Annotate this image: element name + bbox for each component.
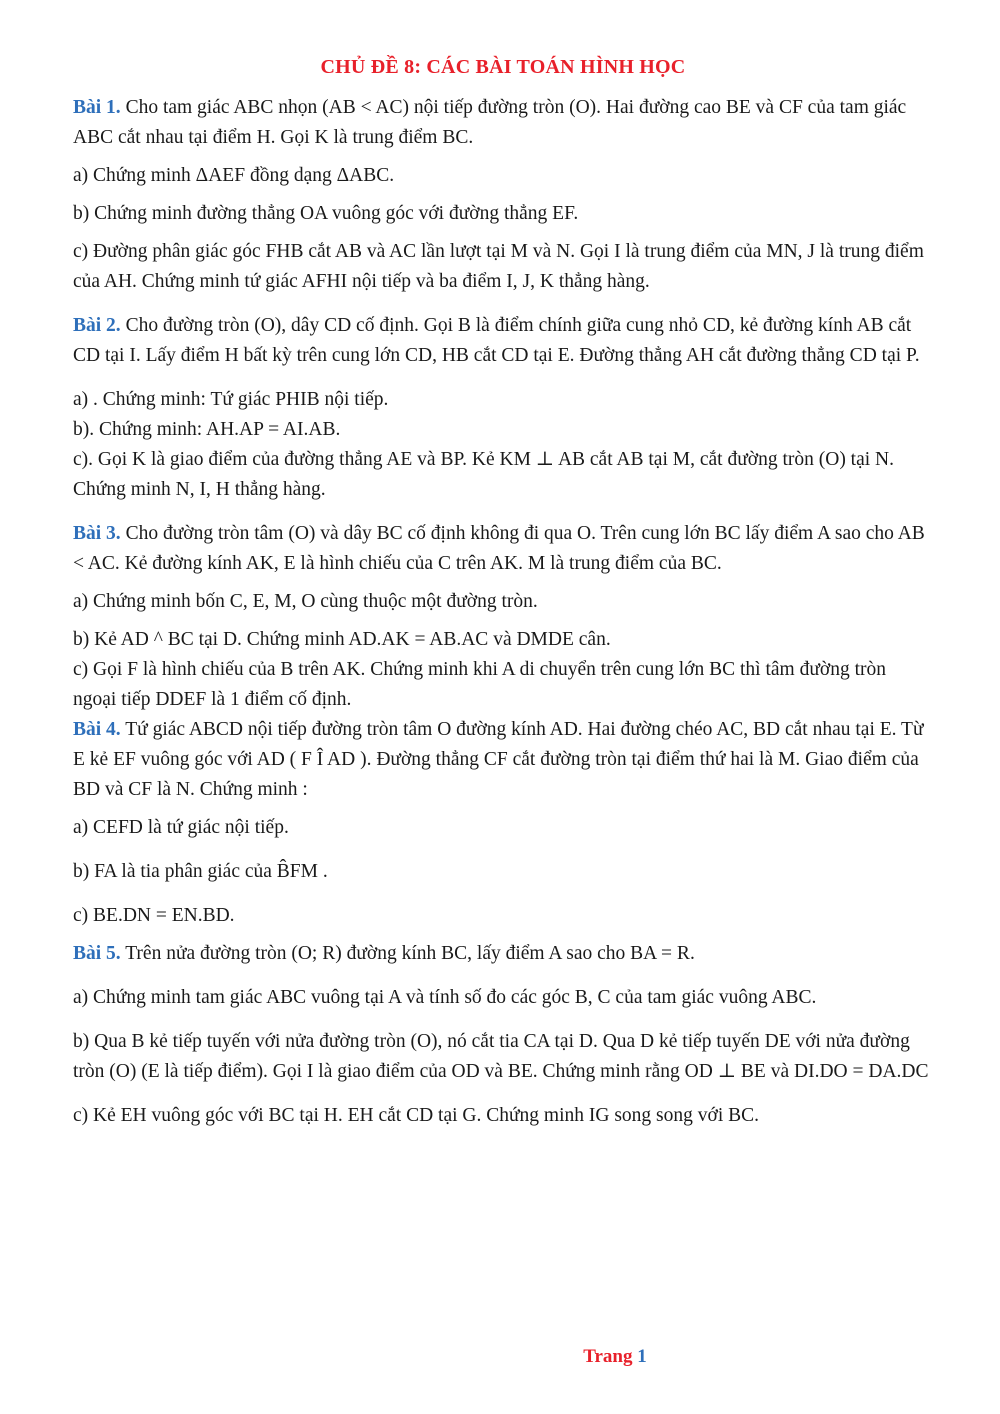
- document-title: CHỦ ĐỀ 8: CÁC BÀI TOÁN HÌNH HỌC: [320, 56, 686, 78]
- problem-1-part-b: b) Chứng minh đường thẳng OA vuông góc với đường thẳng EF.: [73, 203, 579, 224]
- problem-5-part-a: a) Chứng minh tam giác ABC vuông tại A và tính số đo các góc B, C của tam giác vuông ABC.: [73, 987, 817, 1008]
- problem-5-part-c: c) Kẻ EH vuông góc với BC tại H. EH cắt CD tại G. Chứng minh IG song song với BC.: [73, 1105, 760, 1126]
- problem-4-part-c: c) BE.DN = EN.BD.: [73, 905, 235, 926]
- page-footer: [0, 1346, 1000, 1368]
- problem-2-label: Bài 2.: [73, 315, 121, 336]
- problem-5-part-b: b) Qua B kẻ tiếp tuyến với nửa đường tròn (O), nó cắt tia CA tại D. Qua D kẻ tiếp tuyến DE với nửa đường tròn (O) (E là tiếp điểm). Gọi I là giao điểm của OD và BE. Chứng minh rằng OD ⊥ BE và DI.DO = DA.DC: [73, 1031, 929, 1082]
- footer-page-label: Trang: [583, 1346, 633, 1367]
- problem-4-part-a: a) CEFD là tứ giác nội tiếp.: [73, 817, 289, 838]
- problem-4-label: Bài 4.: [73, 719, 121, 740]
- problem-4-text: Tứ giác ABCD nội tiếp đường tròn tâm O đường kính AD. Hai đường chéo AC, BD cắt nhau tại E. Từ E kẻ EF vuông góc với AD ( F Î AD ). Đường thẳng CF cắt đường tròn tại điểm thứ hai là M. Giao điểm của BD và CF là N. Chứng minh :: [73, 719, 924, 800]
- problem-1-label: Bài 1.: [73, 97, 121, 118]
- problem-4: [73, 715, 933, 931]
- problem-2: [73, 311, 933, 505]
- problem-3-statement: [73, 519, 933, 579]
- problem-4-statement: [73, 715, 933, 805]
- problem-2-part-a: a) . Chứng minh: Tứ giác PHIB nội tiếp.: [73, 389, 389, 410]
- problem-1-part-c: c) Đường phân giác góc FHB cắt AB và AC lần lượt tại M và N. Gọi I là trung điểm của MN, J là trung điểm của AH. Chứng minh tứ giác AFHI nội tiếp và ba điểm I, J, K thẳng hàng.: [73, 241, 924, 292]
- document-page: [73, 56, 933, 1139]
- problem-2-statement: [73, 311, 933, 371]
- problem-3-label: Bài 3.: [73, 523, 121, 544]
- problem-3-part-b: b) Kẻ AD ^ BC tại D. Chứng minh AD.AK = AB.AC và DMDE cân.: [73, 629, 611, 650]
- problem-1-part-a: a) Chứng minh ΔAEF đồng dạng ΔABC.: [73, 165, 395, 186]
- problem-2-part-c: c). Gọi K là giao điểm của đường thẳng AE và BP. Kẻ KM ⊥ AB cắt AB tại M, cắt đường tròn (O) tại N. Chứng minh N, I, H thẳng hàng.: [73, 449, 895, 500]
- problem-1-statement: [73, 93, 933, 153]
- problem-3-part-a: a) Chứng minh bốn C, E, M, O cùng thuộc một đường tròn.: [73, 591, 538, 612]
- problem-3-text: Cho đường tròn tâm (O) và dây BC cố định không đi qua O. Trên cung lớn BC lấy điểm A sao cho AB < AC. Kẻ đường kính AK, E là hình chiếu của C trên AK. M là trung điểm của BC.: [73, 523, 925, 574]
- problem-5-statement: [73, 939, 933, 969]
- problem-3-part-c: c) Gọi F là hình chiếu của B trên AK. Chứng minh khi A di chuyển trên cung lớn BC thì tâm đường tròn ngoại tiếp DDEF là 1 điểm cố định.: [73, 659, 887, 710]
- problem-2-text: Cho đường tròn (O), dây CD cố định. Gọi B là điểm chính giữa cung nhỏ CD, kẻ đường kính AB cắt CD tại I. Lấy điểm H bất kỳ trên cung lớn CD, HB cắt CD tại E. Đường thẳng AH cắt đường thẳng CD tại P.: [73, 315, 920, 366]
- problem-1-text: Cho tam giác ABC nhọn (AB < AC) nội tiếp đường tròn (O). Hai đường cao BE và CF của tam giác ABC cắt nhau tại điểm H. Gọi K là trung điểm BC.: [73, 97, 907, 148]
- footer-page-number: 1: [637, 1346, 647, 1367]
- problem-5-label: Bài 5.: [73, 943, 121, 964]
- problem-2-part-b: b). Chứng minh: AH.AP = AI.AB.: [73, 419, 341, 440]
- problem-1: [73, 93, 933, 297]
- problem-5: [73, 939, 933, 1131]
- problem-4-part-b: b) FA là tia phân giác của B̂FM .: [73, 861, 328, 882]
- problem-3: [73, 519, 933, 715]
- problem-5-text: Trên nửa đường tròn (O; R) đường kính BC, lấy điểm A sao cho BA = R.: [120, 943, 695, 964]
